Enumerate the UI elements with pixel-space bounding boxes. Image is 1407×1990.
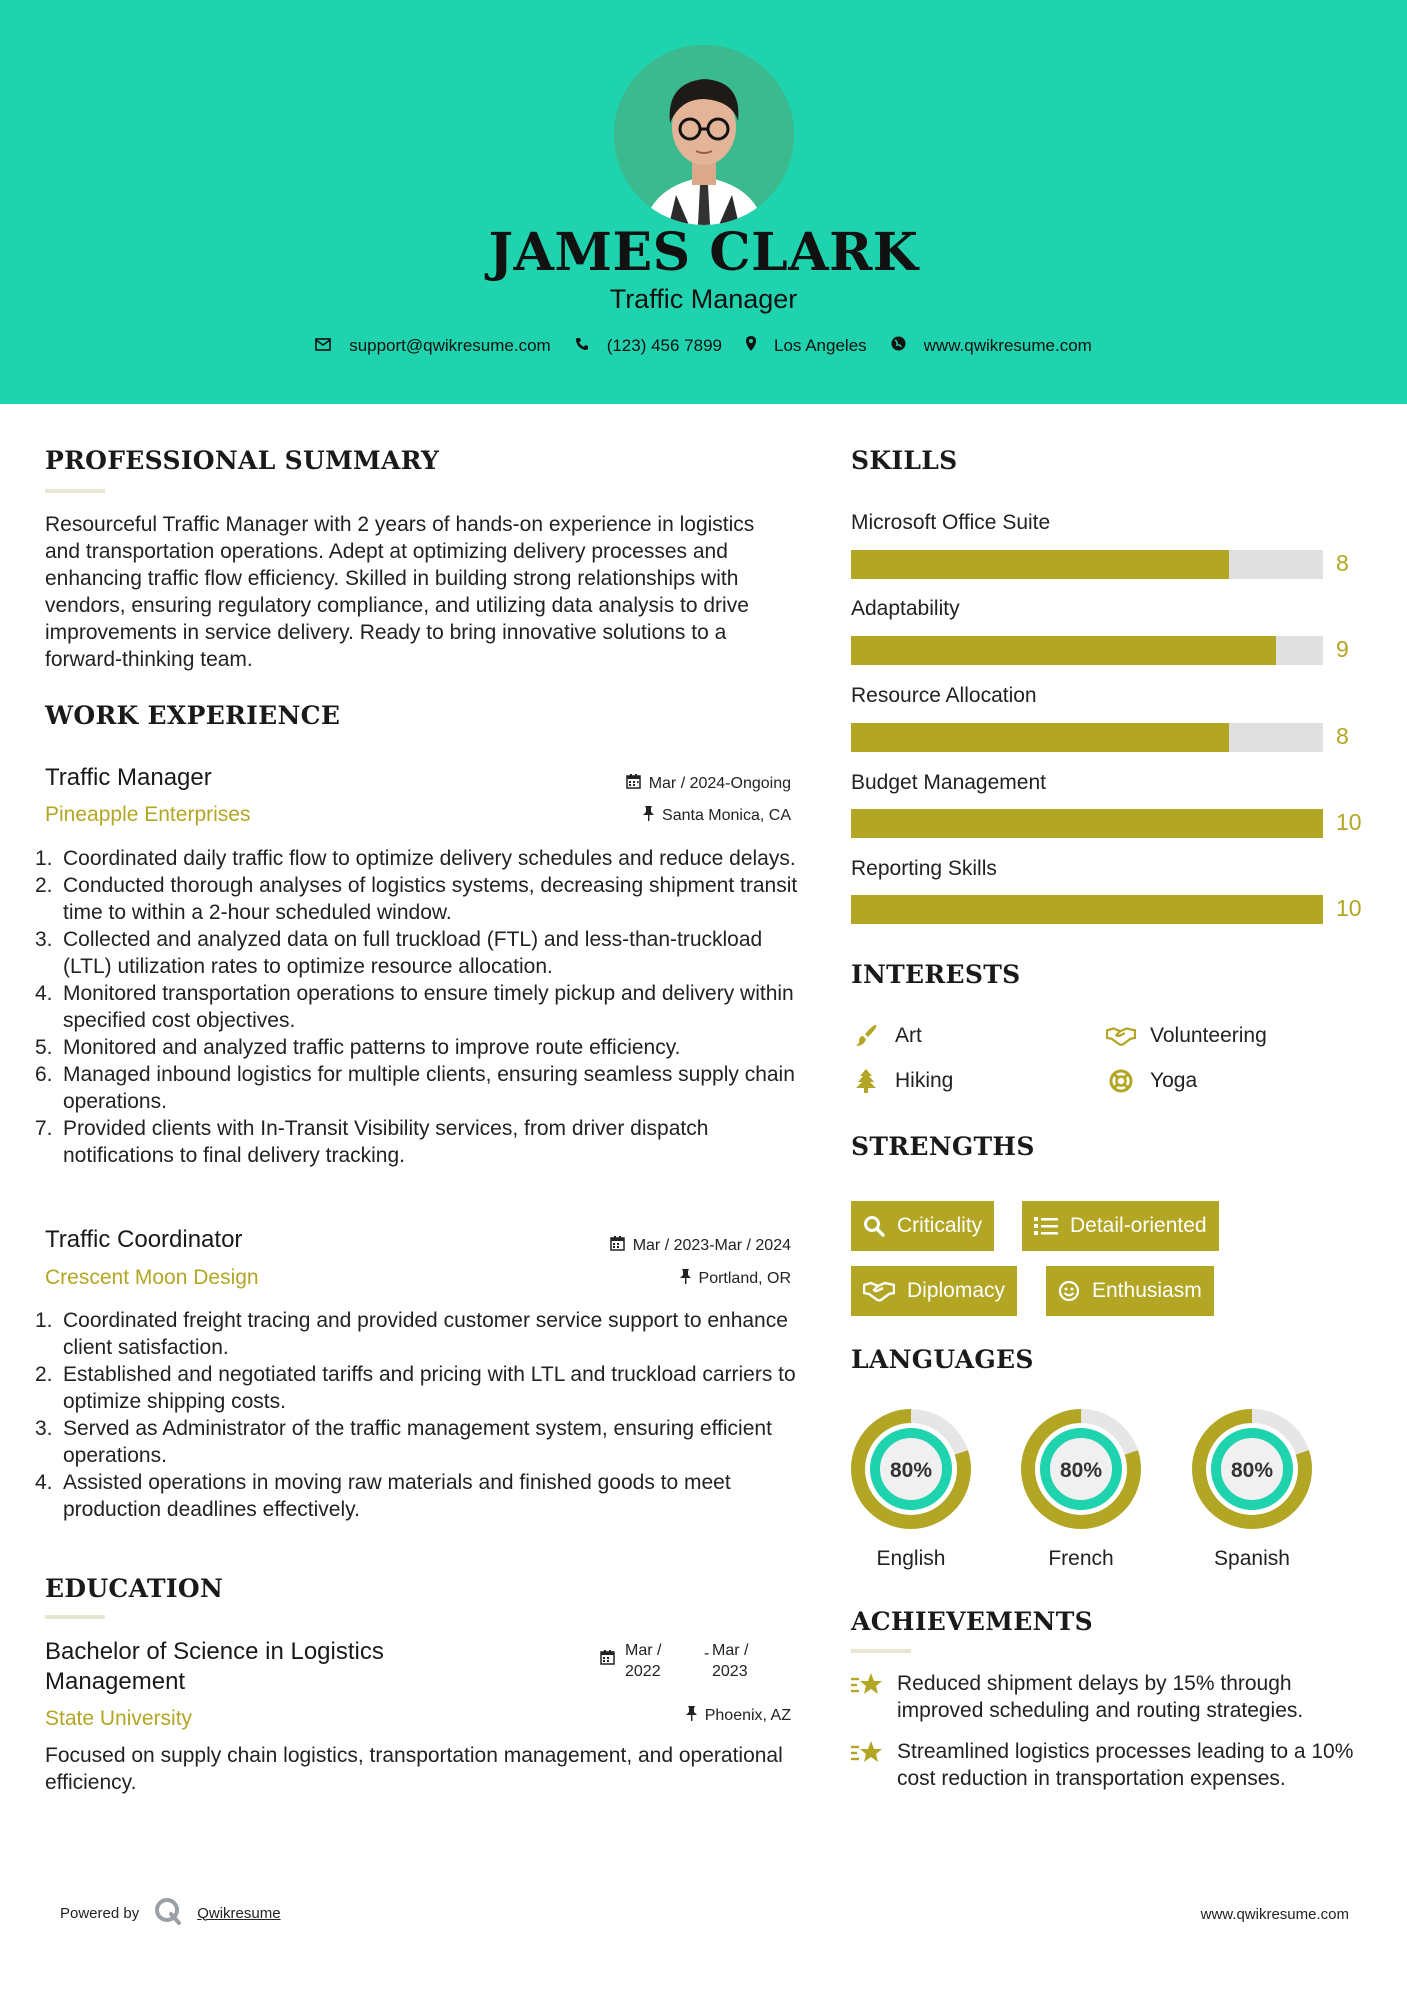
handshake-icon [1106, 1025, 1136, 1047]
tree-icon [851, 1069, 881, 1093]
company-name: Pineapple Enterprises [45, 803, 251, 826]
footer-website-link[interactable]: www.qwikresume.com [1200, 1906, 1349, 1923]
job-location [500, 1269, 791, 1289]
star-icon [851, 1738, 897, 1792]
job-dates [500, 774, 791, 794]
education-end-date: Mar / 2023 [712, 1642, 749, 1680]
skill-bar-fill [851, 636, 1276, 665]
job-location-text: Santa Monica, CA [662, 807, 791, 824]
list-item: 3. Served as Administrator of the traffic management system, ensuring efficient operations. [35, 1417, 772, 1467]
language-percent-label: 80% [1059, 1459, 1103, 1482]
calendar-icon [626, 774, 641, 794]
candidate-name: JAMES CLARK [488, 222, 919, 283]
skills-heading: SKILLS [851, 446, 958, 475]
responsibilities-list [35, 845, 800, 1169]
contact-website[interactable] [891, 336, 1092, 356]
achievements-underline [851, 1649, 911, 1653]
list-item: 7. Provided clients with In-Transit Visibility services, from driver dispatch notifications to final delivery tracking. [35, 1117, 709, 1167]
skill-bar [851, 550, 1323, 579]
skill-bar [851, 723, 1323, 752]
skill-label: Adaptability [851, 597, 960, 620]
education-start-date: Mar / 2022 [625, 1642, 662, 1680]
list-item: 1. Coordinated daily traffic flow to optimize delivery schedules and reduce delays. [35, 847, 796, 870]
company-name: Crescent Moon Design [45, 1266, 259, 1289]
job-location-text: Portland, OR [698, 1270, 791, 1287]
star-icon [851, 1670, 897, 1724]
calendar-icon [600, 1650, 615, 1670]
strength-tag: Criticality [851, 1201, 994, 1251]
summary-text: Resourceful Traffic Manager with 2 years of hands-on experience in logistics and transportation operations. Adept at optimizing delivery processes and enhancing traffic flow efficiency. Skilled in building strong relationships with vendors, ensuring regulatory compliance, and utilizing data analysis to drive improvements in service delivery. Ready to bring innovative solutions to a forward-thinking team. [45, 513, 755, 671]
phone-icon [575, 336, 589, 356]
job-location [500, 806, 791, 826]
calendar-icon [610, 1236, 625, 1256]
language-item [1021, 1409, 1141, 1570]
candidate-role: Traffic Manager [609, 284, 798, 314]
language-name: English [876, 1547, 946, 1570]
language-percent-label: 80% [1230, 1459, 1274, 1482]
summary-underline [45, 489, 105, 493]
list-item: 2. Conducted thorough analyses of logistics systems, decreasing shipment transit time to within a 2-hour scheduled window. [35, 874, 798, 924]
skill-label: Microsoft Office Suite [851, 511, 1051, 534]
education-description: Focused on supply chain logistics, transportation management, and operational efficiency. [45, 1744, 783, 1794]
contact-phone[interactable] [575, 336, 722, 356]
languages-heading: LANGUAGES [851, 1345, 1034, 1374]
smile-icon [1058, 1280, 1080, 1302]
skill-value: 10 [1336, 809, 1362, 835]
pushpin-icon [686, 1706, 697, 1726]
list-item: 4. Assisted operations in moving raw materials and finished goods to meet production deadlines effectively. [35, 1471, 731, 1521]
skill-bar-fill [851, 895, 1323, 924]
contact-bar [0, 336, 1407, 356]
email-text: support@qwikresume.com [349, 336, 551, 355]
list-item: 4. Monitored transportation operations to ensure timely pickup and delivery within specified cost objectives. [35, 982, 794, 1032]
envelope-icon [315, 336, 331, 356]
achievement-item: Streamlined logistics processes leading to a 10% cost reduction in transportation expenses. [851, 1738, 1371, 1792]
search-icon [863, 1215, 885, 1237]
date-separator: - [704, 1645, 710, 1662]
degree-line-1: Bachelor of Science in Logistics [45, 1638, 384, 1665]
strength-tag: Detail-oriented [1022, 1201, 1219, 1251]
language-progress-ring [1192, 1409, 1312, 1529]
interests-heading: INTERESTS [851, 960, 1021, 989]
education-heading: EDUCATION [45, 1574, 224, 1603]
skill-bar [851, 895, 1323, 924]
map-marker-icon [746, 336, 756, 356]
footer-powered-by [60, 1896, 281, 1930]
language-item [1192, 1409, 1312, 1570]
language-percent-label: 80% [889, 1459, 933, 1482]
globe-icon [891, 336, 906, 356]
skill-value: 10 [1336, 895, 1362, 921]
language-name: French [1048, 1547, 1114, 1570]
job-dates [500, 1236, 791, 1256]
location-text: Los Angeles [774, 336, 867, 355]
avatar-illustration [614, 45, 794, 225]
achievement-item: Reduced shipment delays by 15% through improved scheduling and routing strategies. [851, 1670, 1371, 1724]
language-progress-ring [851, 1409, 971, 1529]
pushpin-icon [643, 806, 654, 826]
skill-label: Budget Management [851, 771, 1046, 794]
qwikresume-logo-icon [153, 1896, 183, 1930]
skill-value: 8 [1336, 550, 1349, 576]
job-title: Traffic Coordinator [45, 1226, 243, 1253]
job-title: Traffic Manager [45, 764, 212, 791]
job-dates-text: Mar / 2024-Ongoing [648, 775, 791, 792]
interest-item: Art [851, 1024, 922, 1048]
qwikresume-link[interactable]: Qwikresume [197, 1904, 281, 1922]
language-progress-ring [1021, 1409, 1141, 1529]
responsibilities-list [35, 1307, 800, 1523]
experience-heading: WORK EXPERIENCE [45, 701, 341, 730]
pushpin-icon [680, 1269, 691, 1289]
strengths-heading: STRENGTHS [851, 1132, 1035, 1161]
skill-bar [851, 636, 1323, 665]
skill-bar-fill [851, 723, 1229, 752]
list-item: 5. Monitored and analyzed traffic patterns to improve route efficiency. [35, 1036, 681, 1059]
interest-item: Volunteering [1106, 1024, 1267, 1048]
phone-text: (123) 456 7899 [606, 336, 723, 355]
school-name: State University [45, 1707, 193, 1730]
language-name: Spanish [1214, 1547, 1290, 1570]
lifebuoy-icon [1106, 1069, 1136, 1093]
paintbrush-icon [851, 1024, 881, 1048]
list-item: 6. Managed inbound logistics for multiple clients, ensuring seamless supply chain operations. [35, 1063, 795, 1113]
skill-label: Reporting Skills [851, 857, 997, 880]
summary-heading: PROFESSIONAL SUMMARY [45, 446, 440, 475]
skill-value: 8 [1336, 723, 1349, 749]
skill-bar-fill [851, 550, 1229, 579]
handshake-icon [863, 1280, 895, 1302]
achievements-heading: ACHIEVEMENTS [851, 1607, 1093, 1636]
list-item: 1. Coordinated freight tracing and provided customer service support to enhance client satisfaction. [35, 1309, 788, 1359]
list-item: 3. Collected and analyzed data on full truckload (FTL) and less-than-truckload (LTL) utilization rates to optimize resource allocation. [35, 928, 763, 978]
list-item: 2. Established and negotiated tariffs and pricing with LTL and truckload carriers to optimize shipping costs. [35, 1363, 796, 1413]
strength-tag: Enthusiasm [1046, 1266, 1214, 1316]
language-item [851, 1409, 971, 1570]
contact-location [746, 336, 867, 356]
list-icon [1034, 1216, 1058, 1236]
skill-value: 9 [1336, 636, 1349, 662]
strength-tag: Diplomacy [851, 1266, 1017, 1316]
interest-item: Hiking [851, 1069, 953, 1093]
powered-by-label: Powered by [60, 1904, 140, 1922]
skill-bar [851, 809, 1323, 838]
interest-item: Yoga [1106, 1069, 1197, 1093]
profile-photo [614, 45, 794, 225]
degree-title [45, 1637, 384, 1697]
resume-header [0, 0, 1407, 404]
degree-line-2: Management [45, 1668, 186, 1695]
job-dates-text: Mar / 2023-Mar / 2024 [632, 1237, 791, 1254]
education-underline [45, 1615, 105, 1619]
contact-email[interactable] [315, 336, 551, 356]
skill-label: Resource Allocation [851, 684, 1037, 707]
website-text: www.qwikresume.com [923, 336, 1092, 355]
education-location: Phoenix, AZ [500, 1706, 791, 1726]
skill-bar-fill [851, 809, 1323, 838]
